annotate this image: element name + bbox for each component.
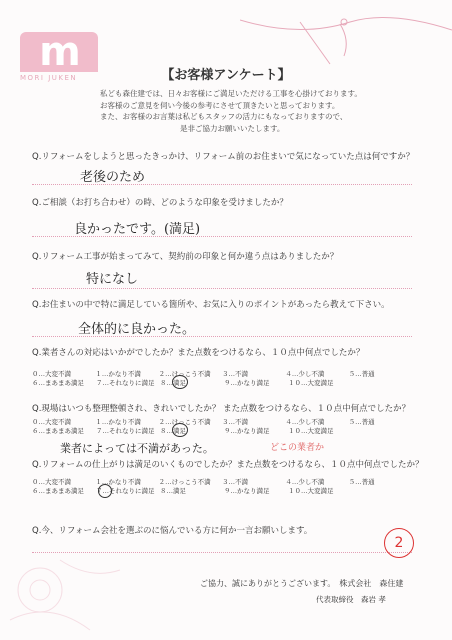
ribbon-decoration — [240, 0, 452, 70]
selected-circle — [172, 375, 188, 389]
scale-option: ３…不満 — [221, 418, 248, 426]
selected-circle — [98, 484, 112, 498]
intro-line: お客様のご意見を伺い今後の参考にさせて頂きたいと思っております。 — [100, 100, 340, 110]
scale-option: １…かなり不満 — [95, 370, 141, 378]
scale-option: １…かなり不満 — [95, 418, 141, 426]
rating-scale — [32, 418, 412, 436]
scale-option: ７…それなりに満足 — [96, 427, 155, 435]
logo-text: MORI JUKEN — [20, 74, 78, 82]
question-4: Q.お住まいの中で特に満足している箇所や、お気に入りのポイントがあったら教えて下さい。 — [32, 300, 390, 310]
question-2: Q.ご相談（お打ち合わせ）の時、どのような印象を受けましたか？ — [32, 198, 288, 208]
scale-option: ２…けっこう不満 — [158, 418, 211, 426]
scale-option: ７…それなりに満足 — [96, 487, 155, 495]
intro-line: また、お客様のお言葉は私どもスタッフの活力にもなっておりますので、 — [100, 112, 348, 121]
scale-option: ２…けっこう不満 — [158, 478, 211, 486]
scale-option: ８…満足 — [160, 427, 186, 435]
scale-option: ６…まあまあ満足 — [32, 487, 84, 495]
answer-2: 良かったです。(満足) — [74, 222, 201, 237]
scale-option: ０…大変不満 — [32, 370, 71, 378]
rating-scale — [32, 370, 412, 388]
scale-option: ９…かなり満足 — [224, 427, 270, 435]
scale-option: ３…不満 — [221, 478, 248, 486]
question-8: Q.今、リフォーム会社を選ぶのに悩んでいる方に何か一言お願いします。 — [32, 526, 313, 536]
page-title: 【お客様アンケート】 — [161, 68, 291, 83]
question-6: Q.現場はいつも整理整頓され、きれいでしたか？ また点数をつけるなら、１０点中何点でしたか？ — [32, 404, 411, 414]
answer-line — [32, 184, 412, 185]
logo-mark: m — [20, 32, 98, 72]
scale-option: ０…大変不満 — [32, 478, 71, 486]
scale-option: ６…まあまあ満足 — [32, 379, 84, 387]
footer-signer: 代表取締役 森岩 孝 — [316, 595, 386, 604]
scale-option: ４…少し不満 — [285, 478, 325, 486]
intro-line: 是非ご協力お願いいたします。 — [180, 123, 285, 133]
answer-line — [32, 236, 412, 237]
scale-option: ８…満足 — [160, 379, 186, 387]
selected-circle — [172, 423, 188, 437]
scale-option: １０…大変満足 — [288, 427, 334, 435]
intro-line: 私ども森住建では、日々お客様にご満足いただける工事を心掛けております。 — [100, 89, 362, 98]
footer-thanks: ご協力、誠にありがとうございます。 株式会社 森住建 — [200, 579, 404, 588]
answer-line — [32, 288, 412, 289]
scale-option: ４…少し不満 — [285, 370, 325, 378]
answer-3: 特になし — [86, 272, 139, 287]
scale-option: ３…不満 — [221, 370, 248, 378]
scale-option: ７…それなりに満足 — [96, 379, 155, 387]
scale-option: ５…普通 — [348, 418, 375, 426]
flower-watermark — [0, 520, 130, 640]
scale-option: ２…けっこう不満 — [158, 370, 211, 378]
scale-option: １０…大変満足 — [288, 487, 334, 495]
scale-option: ５…普通 — [348, 478, 375, 486]
question-3: Q.リフォーム工事が始まってみて、契約前の印象と何か違う点はありましたか？ — [32, 252, 339, 262]
scale-option: ０…大変不満 — [32, 418, 71, 426]
scale-option: ９…かなり満足 — [224, 487, 270, 495]
scale-option: １…かなり不満 — [95, 478, 141, 486]
scale-option: １０…大変満足 — [288, 379, 334, 387]
intro-text — [100, 88, 400, 134]
answer-4: 全体的に良かった。 — [78, 322, 196, 337]
question-5: Q.業者さんの対応はいかがでしたか？また点数をつけるなら、１０点中何点でしたか？ — [32, 348, 365, 358]
rating-scale — [32, 478, 412, 496]
scale-option: ６…まあまあ満足 — [32, 427, 84, 435]
answer-6-note: 業者によっては不満があった。 — [60, 442, 214, 455]
scale-option: ８…満足 — [160, 487, 186, 495]
scale-option: ９…かなり満足 — [224, 379, 270, 387]
question-1: Q.リフォームをしようと思ったきっかけ、リフォーム前のお住まいで気になっていた点は何ですか？ — [32, 152, 415, 162]
answer-6-red-note: どこの業者か — [270, 443, 325, 453]
scale-option: ５…普通 — [348, 370, 375, 378]
score-stamp: 2 — [384, 528, 414, 558]
question-7: Q.リフォームの仕上がりは満足のいくものでしたか？また点数をつけるなら、１０点中何点でしたか？ — [32, 460, 424, 470]
answer-1: 老後のため — [80, 170, 146, 185]
scale-option: ４…少し不満 — [285, 418, 325, 426]
answer-line — [32, 336, 412, 337]
